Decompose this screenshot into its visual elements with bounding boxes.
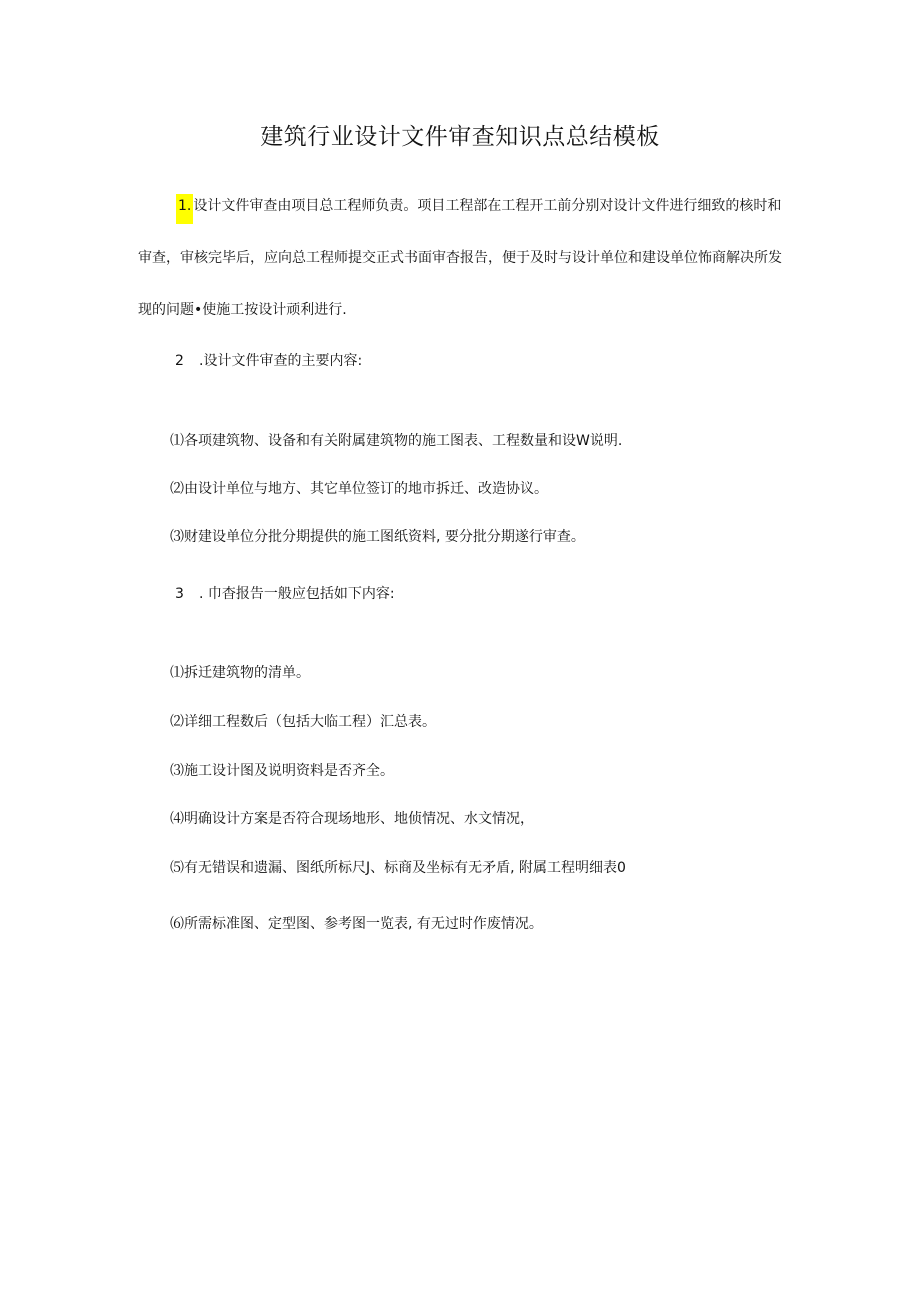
list-item: ⑶财建设单位分批分期提供的施工图纸资料, 要分批分期遂行审查。 (170, 529, 585, 545)
paragraph-1-text: 设计文件审查由项目总工程师负责。项目工程部在工程开工前分别对设计文件进行细致的核时和审查，审核完毕后，应向总工程师提交正式书面审杳报告，便于及时与设计单位和建设单位怖商解决所发现的问题•使施工按设计顽利进行. (138, 198, 782, 318)
list-item: ⑸有无错误和遗漏、图纸所标尺J、标商及坐标有无矛盾, 附属工程明细表0 (170, 860, 626, 876)
section-3-title: . 巾杳报告一般应包括如下内容: (199, 586, 395, 602)
section-2-title: .设计文件审查的主要内容: (199, 353, 363, 369)
highlighted-number: 1. (176, 194, 193, 224)
section-2-heading (175, 350, 362, 370)
list-item: ⑵由设计单位与地方、其它单位签订的地市拆迁、改造协议。 (170, 481, 548, 497)
section-3-heading (175, 583, 395, 603)
list-item: ⑹所需标准图、定型图、参考图一览表, 有无过时作废情况。 (170, 916, 543, 932)
list-item: ⑵详细工程数后（包括大临工程）汇总表。 (170, 714, 436, 730)
list-item: ⑷明确设计方案是否符合现场地形、地侦情况、水文情况， (170, 811, 534, 827)
page-title: 建筑行业设计文件审查知识点总结模板 (260, 124, 660, 150)
paragraph-1 (138, 180, 788, 336)
section-2-number: 2 (175, 353, 184, 369)
list-item: ⑴各项建筑物、设备和有关附属建筑物的施工图表、工程数量和设W说明. (170, 433, 623, 449)
section-3-number: 3 (175, 586, 184, 602)
list-item: ⑴拆迁建筑物的清单。 (170, 665, 310, 681)
list-item: ⑶施工设计图及说明资料是否齐全。 (170, 763, 394, 779)
